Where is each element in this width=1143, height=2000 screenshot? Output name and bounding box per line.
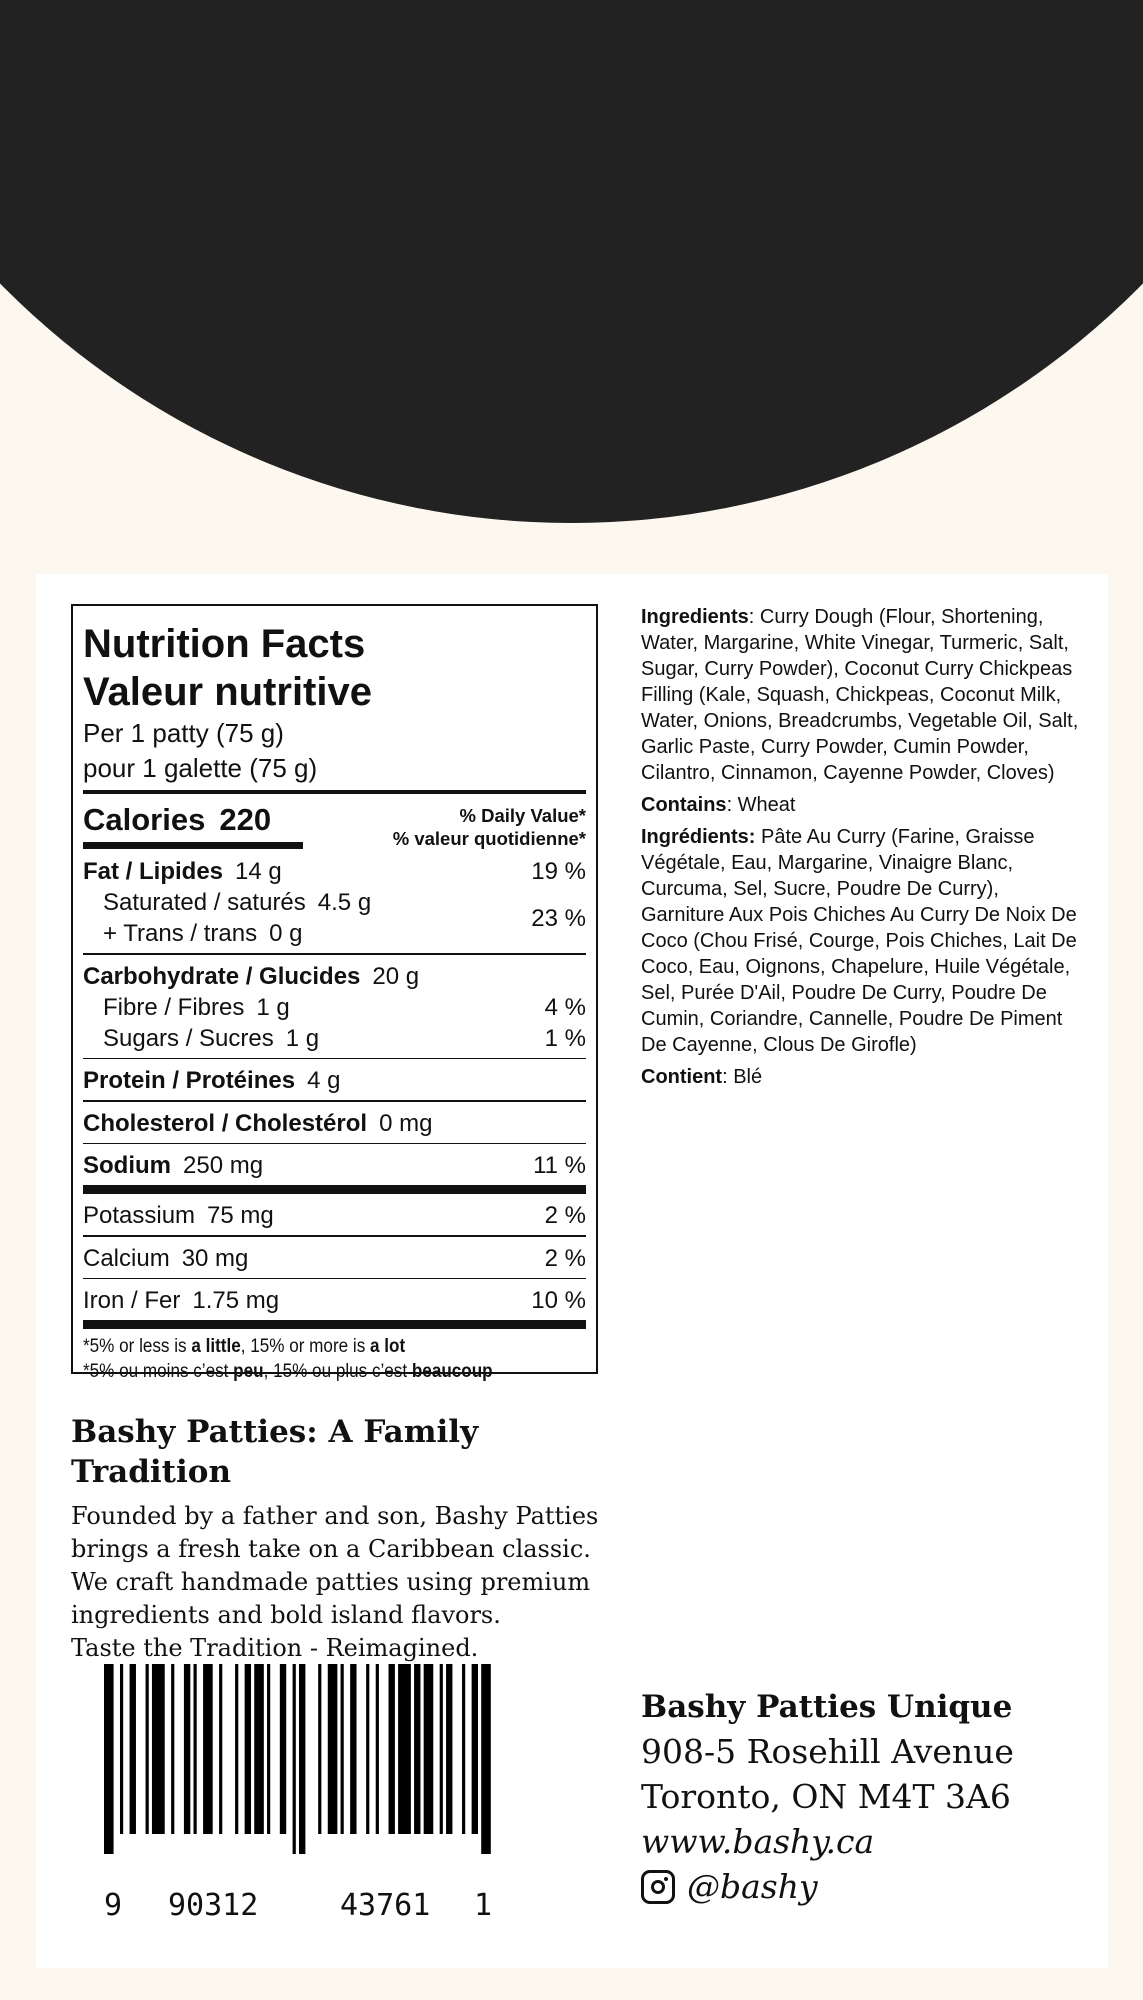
trans-amount: 0 g [269,920,303,947]
instagram-icon [641,1870,675,1904]
calcium-label: Calcium [83,1244,170,1272]
daily-value-fr: % valeur quotidienne* [392,828,586,849]
website-link[interactable]: www.bashy.ca [641,1822,875,1861]
calories-value: 220 [219,802,272,837]
story-line: ingredients and bold island flavors. [71,1601,501,1629]
calcium-row [83,1243,586,1274]
sugars-label: Sugars / Sucres [103,1024,274,1052]
cholesterol-label: Cholesterol / Cholestérol [83,1109,368,1137]
contains-en: Contains: Wheat [641,794,796,816]
potassium-amount: 75 mg [207,1202,274,1229]
iron-block [83,1279,586,1320]
story-line: Founded by a father and son, Bashy Patties [71,1502,599,1530]
fat-block [83,850,586,953]
iron-row [83,1285,586,1316]
fat-pct: 19 % [531,858,586,885]
divider [83,1320,586,1329]
brand-story [71,1412,631,1665]
fibre-row [83,992,586,1023]
daily-value-header [393,804,586,850]
sodium-block [83,1144,586,1185]
story-title: Bashy Patties: A Family Tradition [71,1414,479,1490]
cholesterol-block [83,1102,586,1143]
saturated-row [83,887,586,932]
fibre-pct: 4 % [544,993,586,1021]
contains-fr: Contient: Blé [641,1066,763,1088]
carb-label: Carbohydrate / Glucides [83,962,361,990]
divider [83,1185,586,1194]
serving-size-en: Per 1 patty (75 g) [83,718,284,748]
story-line: brings a fresh take on a Caribbean classic. [71,1535,591,1563]
sodium-amount: 250 mg [183,1152,264,1179]
divider [83,842,303,849]
protein-block [83,1059,586,1100]
iron-amount: 1.75 mg [192,1287,280,1314]
story-line: Taste the Tradition - Reimagined. [71,1634,479,1662]
nutrition-facts-table [71,604,598,1382]
sugars-row [83,1023,586,1054]
daily-value-en: % Daily Value* [459,805,586,826]
protein-amount: 4 g [307,1067,341,1094]
fat-amount: 14 g [235,858,282,885]
decorative-arc [0,0,1143,523]
ingredients-fr: Ingrédients: Pâte Au Curry (Farine, Graisse Végétale, Eau, Margarine, Vinaigre Blanc, Curcuma, Sel, Sucre, Poudre De Curry), Garniture Aux Pois Chiches Au Curry De Noix De Coco (Chou Frisé, Courge, Pois Chiches, Lait De Coco, Eau, Oignons, Chapelure, Huile Végétale, Sel, Purée D'Ail, Poudre De Curry, Poudre De Cumin, Coriandre, Cannelle, Poudre De Piment De Cayenne, Clous De Girofle) [641,826,1077,1056]
footnote-en: *5% or less is a little, 15% or more is a lot [83,1336,406,1357]
trans-label: + Trans / trans [103,920,258,947]
calcium-block [83,1237,586,1278]
carb-amount: 20 g [372,962,420,990]
barcode-icon [104,1664,494,1854]
trans-row [83,918,586,949]
calories-label: Calories [83,802,206,837]
ingredients-section [641,604,1081,1096]
carb-row [83,961,586,992]
sodium-pct: 11 % [533,1152,586,1179]
cholesterol-amount: 0 mg [379,1109,433,1137]
nutrition-title-en: Nutrition Facts [83,622,366,666]
cholesterol-row [83,1108,586,1139]
serving-size-fr: pour 1 galette (75 g) [83,753,318,783]
address-line-1: 908-5 Rosehill Avenue [641,1732,1014,1771]
footnote [83,1329,585,1384]
sugars-pct: 1 % [544,1024,586,1052]
fibre-label: Fibre / Fibres [103,993,245,1021]
story-line: We craft handmade patties using premium [71,1568,591,1596]
protein-row [83,1065,586,1096]
fibre-amount: 1 g [256,993,290,1021]
sodium-label: Sodium [83,1152,171,1179]
calcium-amount: 30 mg [181,1244,249,1272]
potassium-pct: 2 % [544,1202,586,1229]
protein-label: Protein / Protéines [83,1067,296,1094]
fat-label: Fat / Lipides [83,858,224,885]
barcode-digits-right: 43761 [340,1888,431,1923]
fat-row [83,856,586,887]
iron-label: Iron / Fer [83,1287,181,1314]
nutrition-title-fr: Valeur nutritive [83,670,372,714]
saturated-label: Saturated / saturés [103,889,306,916]
potassium-block [83,1194,586,1235]
potassium-row [83,1200,586,1231]
barcode-digit-last: 1 [474,1888,493,1923]
ingredients-en: Ingredients: Curry Dough (Flour, Shortening, Water, Margarine, White Vinegar, Turmeric, Salt, Sugar, Curry Powder), Coconut Curry Chickpeas Filling (Kale, Squash, Chickpeas, Coconut Milk, Water, Onions, Breadcrumbs, Vegetable Oil, Salt, Garlic Paste, Curry Powder, Cumin Powder, Cilantro, Cinnamon, Cayenne Powder, Cloves) [641,606,1079,784]
company-name: Bashy Patties Unique [641,1689,1013,1725]
barcode-digits-left: 90312 [168,1888,259,1923]
sodium-row [83,1150,586,1181]
saturated-trans-pct: 23 % [531,905,586,932]
footnote-fr: *5% ou moins c’est peu, 15% ou plus c’est beaucoup [83,1361,493,1382]
instagram-link[interactable] [641,1864,1014,1909]
instagram-handle: @bashy [687,1867,818,1906]
calories-row [83,794,586,850]
contact-block [641,1685,1014,1909]
barcode-digit-first: 9 [104,1888,123,1923]
sugars-amount: 1 g [285,1024,320,1052]
carb-block [83,955,586,1058]
address-line-2: Toronto, ON M4T 3A6 [641,1777,1011,1816]
potassium-label: Potassium [83,1202,196,1229]
iron-pct: 10 % [531,1287,586,1314]
saturated-amount: 4.5 g [317,889,372,916]
calcium-pct: 2 % [544,1244,586,1272]
